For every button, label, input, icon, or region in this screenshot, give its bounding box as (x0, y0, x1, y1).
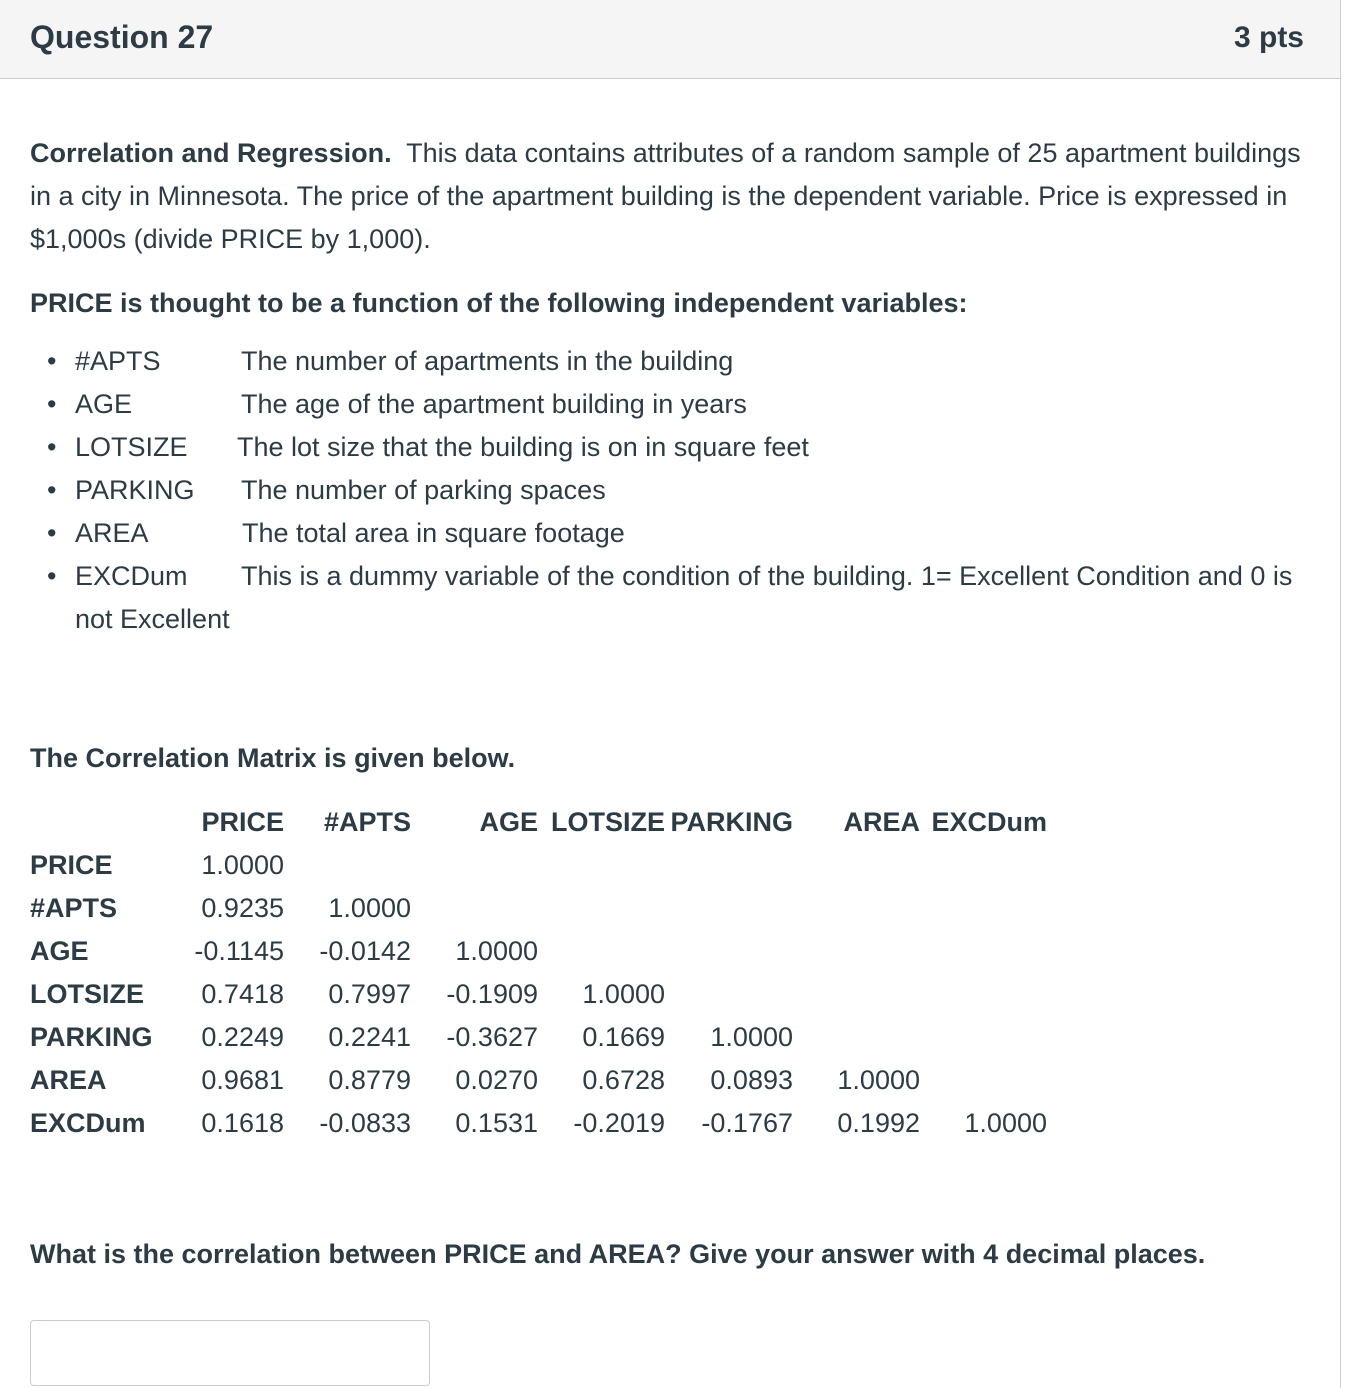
bullet-icon: • (47, 389, 57, 419)
variable-description: The lot size that the building is on in square feet (237, 432, 809, 462)
matrix-column-parking: PARKING (670, 807, 793, 837)
variable-item (30, 383, 1320, 426)
variable-item (30, 426, 1320, 469)
matrix-cell: 0.1669 (582, 1022, 665, 1052)
intro-bold-lead: Correlation and Regression. (30, 138, 392, 168)
bullet-icon: • (47, 518, 57, 548)
matrix-row-label: #APTS (30, 893, 118, 923)
bullet-icon: • (47, 475, 57, 505)
matrix-cell: -0.0833 (319, 1108, 411, 1138)
matrix-cell: 0.0893 (710, 1065, 793, 1095)
matrix-column-apts: #APTS (323, 807, 411, 837)
variable-description: This is a dummy variable of the condition of the building. 1= Excellent Condition and 0 is not Excellent (75, 561, 1293, 634)
matrix-cell: -0.2019 (573, 1108, 665, 1138)
matrix-row-label: LOTSIZE (30, 979, 144, 1009)
intro-text: This data contains attributes of a random sample of 25 apartment buildings in a city in Minnesota. The price of the apartment building is the dependent variable. Price is expressed in $1,000s (divide PRICE by 1,000). (30, 138, 1301, 254)
matrix-cell: -0.1145 (194, 936, 284, 966)
variable-name: PARKING (75, 475, 195, 505)
variable-description: The number of parking spaces (241, 475, 606, 505)
matrix-cell: 0.1618 (201, 1108, 284, 1138)
variable-name: AGE (75, 389, 133, 419)
question-prompt: What is the correlation between PRICE and AREA? Give your answer with 4 decimal places. (30, 1239, 1206, 1269)
matrix-cell: 1.0000 (710, 1022, 793, 1052)
variable-description: The number of apartments in the building (241, 346, 734, 376)
matrix-cell: 0.9235 (201, 893, 284, 923)
matrix-cell: 0.1531 (455, 1108, 538, 1138)
matrix-cell: 1.0000 (964, 1108, 1047, 1138)
matrix-cell: 0.0270 (455, 1065, 538, 1095)
matrix-cell: 0.7997 (328, 979, 411, 1009)
matrix-cell: -0.3627 (446, 1022, 538, 1052)
matrix-cell: 0.2249 (201, 1022, 284, 1052)
answer-input[interactable] (30, 1320, 430, 1386)
matrix-cell: 0.6728 (582, 1065, 665, 1095)
bullet-icon: • (47, 346, 57, 376)
matrix-cell: -0.1767 (701, 1108, 793, 1138)
variable-name: LOTSIZE (75, 432, 188, 462)
matrix-cell: 0.1992 (837, 1108, 920, 1138)
matrix-row-label: AGE (30, 936, 89, 966)
matrix-cell: -0.0142 (319, 936, 411, 966)
matrix-cell: 1.0000 (455, 936, 538, 966)
matrix-cell: -0.1909 (446, 979, 538, 1009)
matrix-column-area: AREA (843, 807, 920, 837)
question-points: 3 pts (1233, 21, 1304, 54)
variable-item (30, 469, 1320, 512)
matrix-cell: 1.0000 (201, 850, 284, 880)
variable-description: The total area in square footage (242, 518, 625, 548)
matrix-cell: 0.8779 (328, 1065, 411, 1095)
question-header (0, 0, 1340, 79)
matrix-cell: 0.2241 (328, 1022, 411, 1052)
matrix-row-label: PRICE (30, 850, 113, 880)
question-title: Question 27 (30, 19, 214, 55)
matrix-row-label: EXCDum (30, 1108, 146, 1138)
bullet-icon: • (47, 432, 57, 462)
matrix-cell: 0.7418 (201, 979, 284, 1009)
variable-name: EXCDum (75, 561, 188, 591)
variable-list (30, 340, 1320, 641)
variable-name: #APTS (75, 346, 161, 376)
matrix-row-label: PARKING (30, 1022, 153, 1052)
matrix-cell: 1.0000 (582, 979, 665, 1009)
variable-item (30, 512, 1320, 555)
variables-subheading: PRICE is thought to be a function of the following independent variables: (30, 288, 968, 318)
variable-name: AREA (75, 518, 149, 548)
matrix-column-lotsize: LOTSIZE (551, 807, 665, 837)
matrix-column-age: AGE (479, 807, 538, 837)
matrix-row-label: AREA (30, 1065, 107, 1095)
matrix-heading: The Correlation Matrix is given below. (30, 743, 516, 773)
variable-item (30, 340, 1320, 383)
matrix-cell: 1.0000 (837, 1065, 920, 1095)
variable-description: The age of the apartment building in years (241, 389, 747, 419)
intro-paragraph (30, 132, 1320, 261)
bullet-icon: • (47, 561, 57, 591)
variable-item (30, 555, 1320, 641)
matrix-cell: 0.9681 (201, 1065, 284, 1095)
matrix-cell: 1.0000 (328, 893, 411, 923)
matrix-column-price: PRICE (201, 807, 284, 837)
question-body (30, 132, 1320, 641)
matrix-column-excdum: EXCDum (931, 807, 1047, 837)
